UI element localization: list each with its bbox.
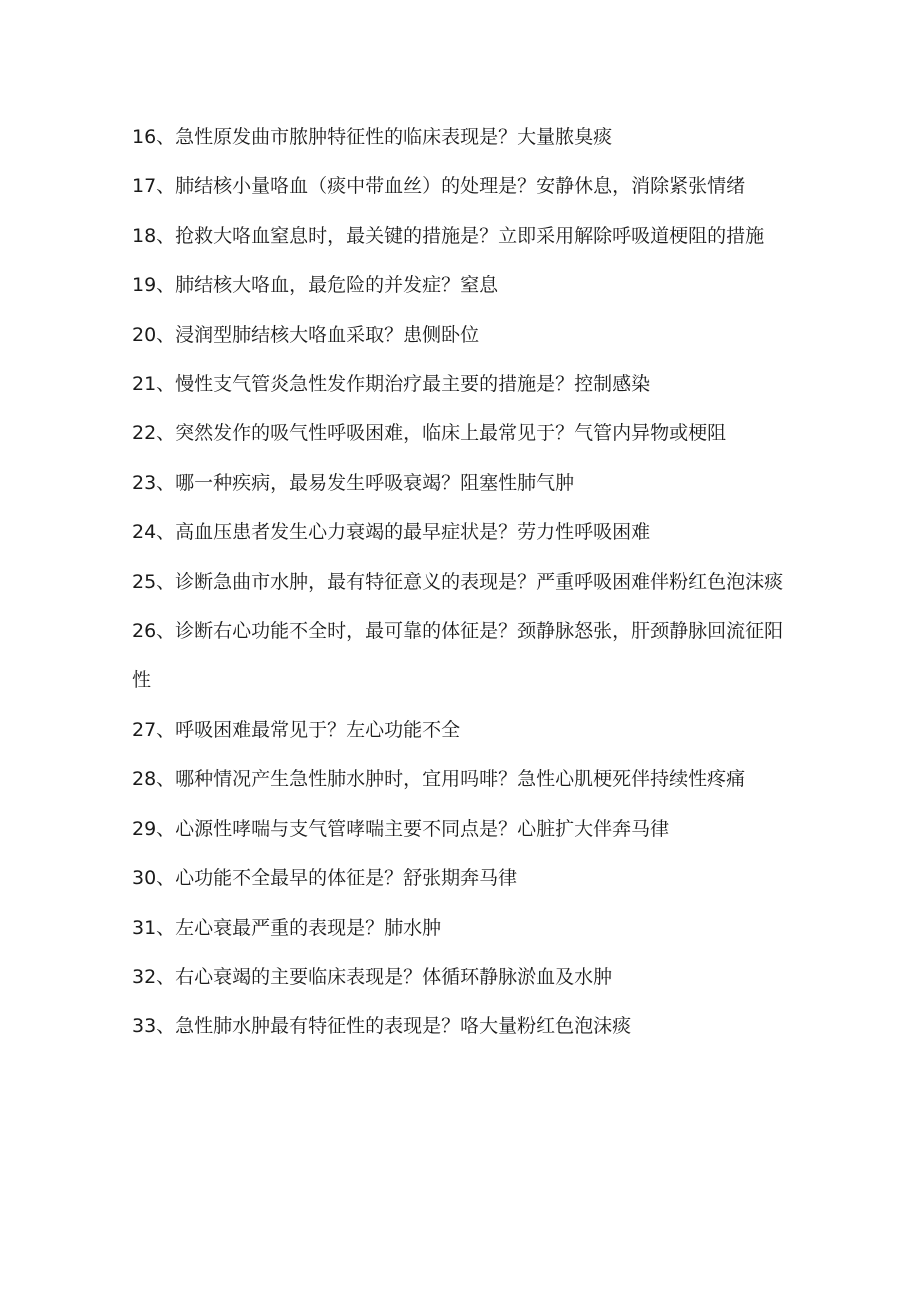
qa-item-21: 21、慢性支气管炎急性发作期治疗最主要的措施是？控制感染 [132,373,651,396]
qa-item-32: 32、右心衰竭的主要临床表现是？体循环静脉淤血及水肿 [132,965,613,988]
qa-item-28: 28、哪种情况产生急性肺水肿时，宜用吗啡？急性心肌梗死伴持续性疼痛 [132,768,746,791]
qa-item-26: 26、诊断右心功能不全时，最可靠的体征是？颈静脉怒张，肝颈静脉回流征阳性 [132,620,784,692]
qa-item-18: 18、抢救大咯血窒息时，最关键的措施是？立即采用解除呼吸道梗阻的措施 [132,224,765,247]
qa-item-17: 17、肺结核小量咯血（痰中带血丝）的处理是？安静休息，消除紧张情绪 [132,175,746,198]
qa-item-23: 23、哪一种疾病，最易发生呼吸衰竭？阻塞性肺气肿 [132,471,575,494]
qa-item-31: 31、左心衰最严重的表现是？肺水肿 [132,916,442,939]
qa-item-22: 22、突然发作的吸气性呼吸困难，临床上最常见于？气管内异物或梗阻 [132,422,727,445]
qa-item-25: 25、诊断急曲市水肿，最有特征意义的表现是？严重呼吸困难伴粉红色泡沫痰 [132,570,784,593]
qa-item-29: 29、心源性哮喘与支气管哮喘主要不同点是？心脏扩大伴奔马律 [132,817,670,840]
qa-item-27: 27、呼吸困难最常见于？左心功能不全 [132,718,461,741]
qa-item-30: 30、心功能不全最早的体征是？舒张期奔马律 [132,867,518,890]
qa-item-16: 16、急性原发曲市脓肿特征性的临床表现是？大量脓臭痰 [132,126,613,148]
qa-item-19: 19、肺结核大咯血，最危险的并发症？窒息 [132,274,499,297]
qa-item-24: 24、高血压患者发生心力衰竭的最早症状是？劳力性呼吸困难 [132,521,651,544]
qa-item-33: 33、急性肺水肿最有特征性的表现是？咯大量粉红色泡沫痰 [132,1015,632,1038]
qa-item-20: 20、浸润型肺结核大咯血采取？患侧卧位 [132,323,480,346]
question-answer-list [132,113,792,1052]
